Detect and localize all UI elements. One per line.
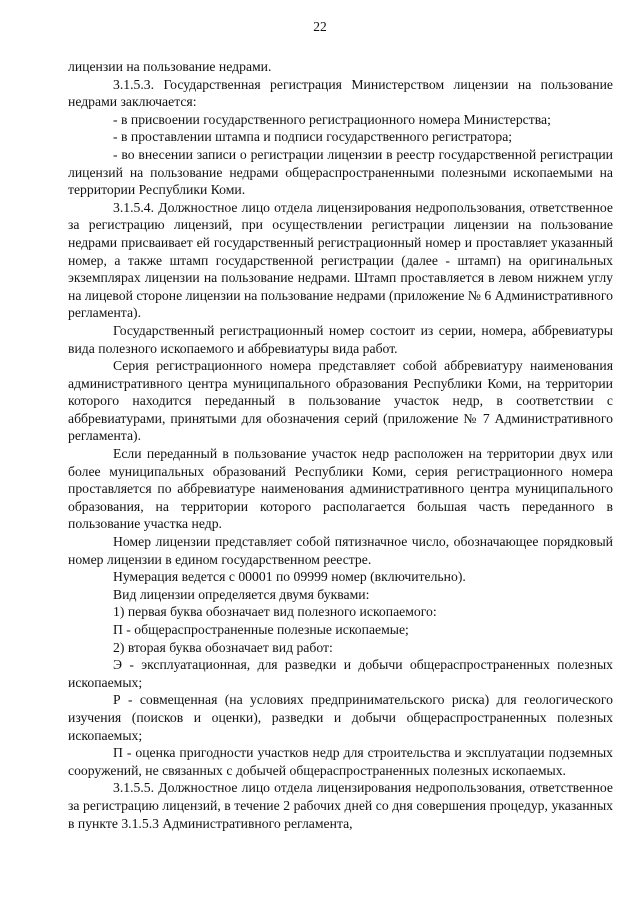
list-item: 1) первая буква обозначает вид полезного ископаемого:	[113, 604, 437, 620]
list-item: Р - совмещенная (на условиях предпринимательского риска) для геологического изучения (поисков и оценки), разведки и добычи общераспространенных полезных ископаемых;	[68, 692, 613, 743]
list-item: П - общераспространенные полезные ископаемые;	[113, 622, 409, 637]
paragraph: Серия регистрационного номера представляет собой аббревиатуру наименования административного центра муниципального образования Республики Коми, на территории которого находится переданный в пользование участок недр, в соответствии с аббревиатурами, принятыми для обозначения серий (приложение № 7 Административного регламента).	[68, 358, 613, 444]
list-item: 2) вторая буква обозначает вид работ:	[113, 639, 333, 655]
paragraph: Вид лицензии определяется двумя буквами:	[113, 586, 370, 602]
paragraph: Номер лицензии представляет собой пятизначное число, обозначающее порядковый номер лицензии в едином государственном реестре.	[68, 534, 613, 567]
list-item: Э - эксплуатационная, для разведки и добычи общераспространенных полезных ископаемых;	[68, 657, 613, 690]
page-number: 22	[313, 19, 327, 34]
list-item: - в присвоении государственного регистрационного номера Министерства;	[113, 111, 551, 127]
list-item: П - оценка пригодности участков недр для строительства и эксплуатации подземных сооружений, не связанных с добычей общераспространенных полезных ископаемых.	[68, 745, 613, 778]
paragraph: 3.1.5.3. Государственная регистрация Министерством лицензии на пользование недрами заключается:	[68, 76, 613, 110]
paragraph: лицензии на пользование недрами.	[68, 59, 272, 74]
paragraph: Если переданный в пользование участок недр расположен на территории двух или более муниципальных образований Республики Коми, серия регистрационного номера проставляется по аббревиатуре наименования административного центра муниципального образования, на территории которого располагается большая часть переданного в пользование участка недр.	[68, 446, 613, 532]
paragraph: 3.1.5.4. Должностное лицо отдела лицензирования недропользования, ответственное за регистрацию лицензий, при осуществлении регистрации лицензии на пользование недрами присваивает ей государственный регистрационный номер и проставляет указанный номер, а также штамп государственной регистрации (далее - штамп) на оригинальных экземплярах лицензии на пользование недрами. Штамп проставляется в левом нижнем углу на лицевой стороне лицензии на пользование недрами (приложение № 6 Административного регламента).	[68, 199, 613, 321]
paragraph: Государственный регистрационный номер состоит из серии, номера, аббревиатуры вида полезного ископаемого и аббревиатуры вида работ.	[68, 322, 613, 356]
document-body	[68, 58, 613, 832]
list-item: - во внесении записи о регистрации лицензии в реестр государственной регистрации лицензий на пользование недрами общераспространенными полезными ископаемыми на территории Республики Коми.	[68, 146, 613, 198]
paragraph: 3.1.5.5. Должностное лицо отдела лицензирования недропользования, ответственное за регистрацию лицензий, в течение 2 рабочих дней со дня совершения процедур, указанных в пункте 3.1.5.3 Административного регламента,	[68, 780, 613, 831]
list-item: - в проставлении штампа и подписи государственного регистратора;	[113, 129, 513, 145]
paragraph: Нумерация ведется с 00001 по 09999 номер (включительно).	[113, 569, 466, 585]
